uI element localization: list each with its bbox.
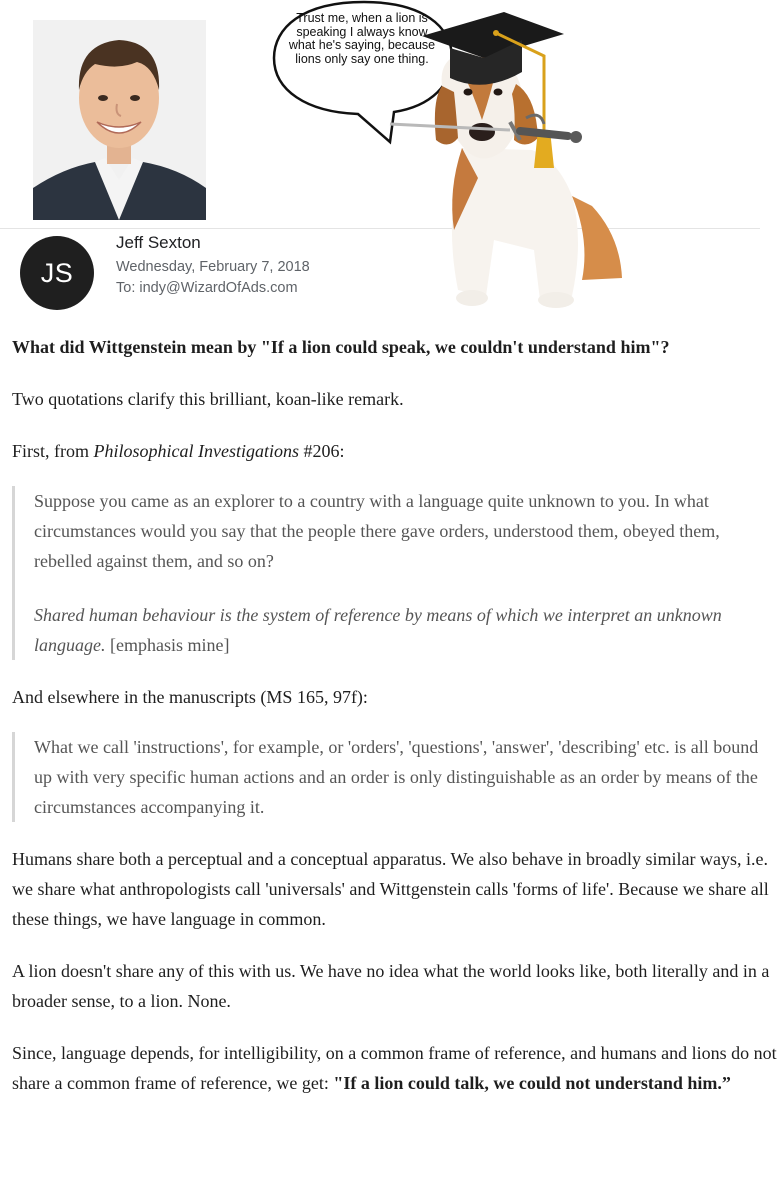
- blockquote-investigations: [12, 486, 772, 660]
- email-date: Wednesday, February 7, 2018: [116, 259, 310, 275]
- paragraph-manuscripts: And elsewhere in the manuscripts (MS 165, 97f):: [12, 687, 368, 707]
- first-source-suffix: #206:: [299, 441, 345, 461]
- email-recipient: To: indy@WizardOfAds.com: [116, 280, 298, 296]
- email-body: [12, 322, 780, 1098]
- headline-question: What did Wittgenstein mean by "If a lion could speak, we couldn't understand him"?: [12, 337, 670, 357]
- first-source-prefix: First, from: [12, 441, 94, 461]
- quote2-text: What we call 'instructions', for example, or 'orders', 'questions', 'answer', 'describing' etc. is all bound up with very specific human actions and an order is only distinguishable as an order by means of the circumstances accompanying it.: [34, 737, 759, 817]
- paragraph-conclusion: [12, 1038, 780, 1098]
- paragraph-intro: Two quotations clarify this brilliant, koan-like remark.: [12, 389, 404, 409]
- sender-name[interactable]: Jeff Sexton: [116, 233, 201, 252]
- dog-illustration: [435, 52, 622, 308]
- book-title: Philosophical Investigations: [93, 441, 299, 461]
- quote1-text: Suppose you came as an explorer to a country with a language quite unknown to you. In what circumstances would you say that the people there gave orders, understood them, obeyed them, rebelled against them, and so on?: [34, 491, 720, 571]
- conclusion-text: Since, language depends, for intelligibility, on a common frame of reference, and humans and lions do not share a common frame of reference, we get:: [12, 1043, 777, 1093]
- conclusion-quote: "If a lion could talk, we could not understand him.”: [333, 1073, 731, 1093]
- paragraph-first-source: [12, 436, 780, 466]
- speech-bubble-text: Trust me, when a lion is speaking I always know what he's saying, because lions only say one thing.: [288, 11, 436, 66]
- portrait-illustration: [33, 20, 206, 220]
- quote1-note: [emphasis mine]: [105, 635, 230, 655]
- sender-avatar: JS: [20, 236, 94, 310]
- quote1-emphasis: Shared human behaviour is the system of reference by means of which we interpret an unknown language.: [34, 605, 722, 655]
- quote1-emphasis-paragraph: [34, 600, 772, 660]
- author-photo: [33, 20, 206, 220]
- paragraph-lion: A lion doesn't share any of this with us. We have no idea what the world looks like, both literally and in a broader sense, to a lion. None.: [12, 961, 770, 1011]
- paragraph-humans: Humans share both a perceptual and a conceptual apparatus. We also behave in broadly similar ways, i.e. we share what anthropologists call 'universals' and Wittgenstein calls 'forms of life'. Because we share all these things, we have language in common.: [12, 849, 769, 929]
- blockquote-manuscripts: [12, 732, 772, 822]
